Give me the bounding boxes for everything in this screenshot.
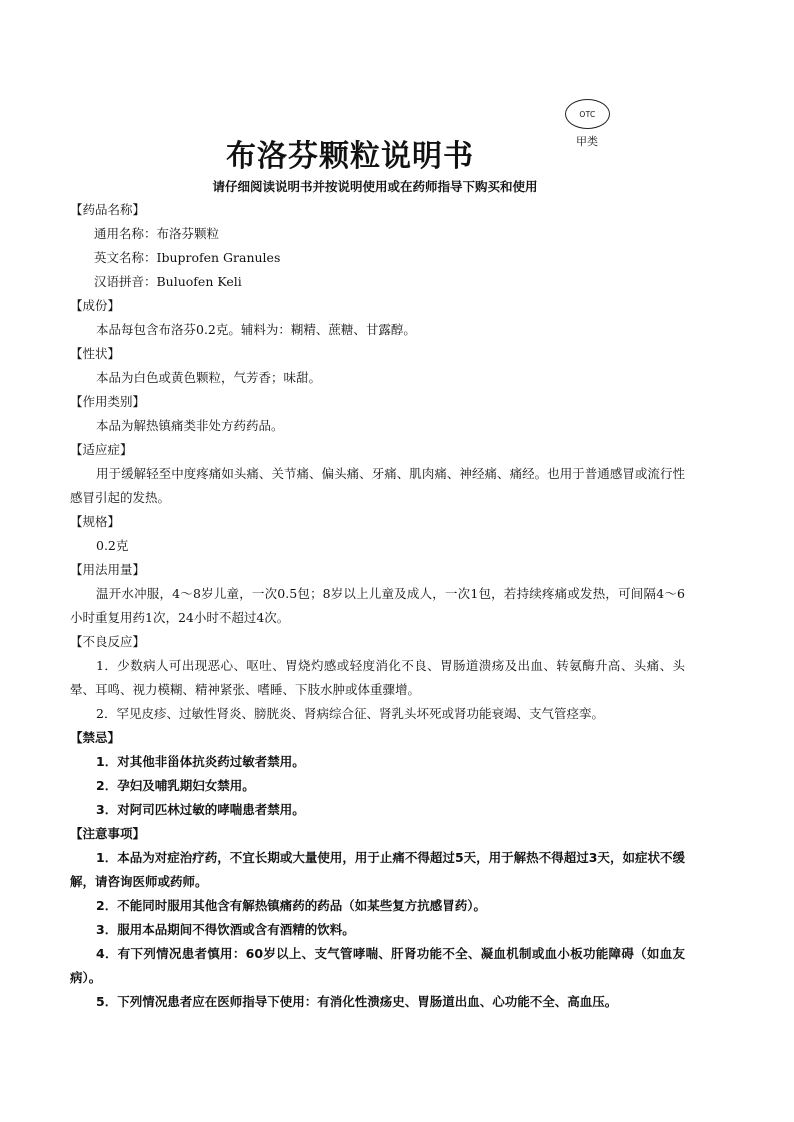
section-dosage [70,558,685,630]
section-composition [70,294,685,342]
english-name: 英文名称：Ibuprofen Granules [94,250,281,265]
section-heading: 【药品名称】 [70,202,146,217]
list-item: 1．本品为对症治疗药，不宜长期或大量使用，用于止痛不得超过5天，用于解热不得超过3天，如症状不缓解，请咨询医师或药师。 [70,850,685,889]
list-item: 2．不能同时服用其他含有解热镇痛药的药品（如某些复方抗感冒药）。 [96,898,486,913]
section-heading: 【用法用量】 [70,562,146,577]
section-text: 温开水冲服，4～8岁儿童，一次0.5包；8岁以上儿童及成人，一次1包，若持续疼痛或发热，可间隔4～6小时重复用药1次，24小时不超过4次。 [70,586,685,625]
section-heading: 【成份】 [70,298,121,313]
list-item: 4．有下列情况患者慎用：60岁以上、支气管哮喘、肝肾功能不全、凝血机制或血小板功能障碍（如血友病）。 [70,946,685,985]
section-spec [70,510,685,558]
list-item: 2．罕见皮疹、过敏性肾炎、膀胱炎、肾病综合征、肾乳头坏死或肾功能衰竭、支气管痉挛。 [96,706,604,721]
document-title: 布洛芬颗粒说明书 [226,139,474,174]
list-item: 5．下列情况患者应在医师指导下使用：有消化性溃疡史、胃肠道出血、心功能不全、高血压。 [96,994,618,1009]
section-text: 本品每包含布洛芬0.2克。辅料为：糊精、蔗糖、甘露醇。 [96,322,416,337]
list-item: 1．少数病人可出现恶心、呕吐、胃烧灼感或轻度消化不良、胃肠道溃疡及出血、转氨酶升高、头痛、头晕、耳鸣、视力模糊、精神紧张、嗜睡、下肢水肿或体重骤增。 [70,658,685,697]
section-indications [70,438,685,510]
pinyin-name: 汉语拼音：Buluofen Keli [94,274,242,289]
list-item: 1．对其他非甾体抗炎药过敏者禁用。 [96,754,305,769]
section-properties [70,342,685,390]
document-body [70,198,685,1014]
section-contraindications [70,726,685,822]
document-subtitle: 请仔细阅读说明书并按说明使用或在药师指导下购买和使用 [212,179,538,194]
section-text: 用于缓解轻至中度疼痛如头痛、关节痛、偏头痛、牙痛、肌肉痛、神经痛、痛经。也用于普通感冒或流行性感冒引起的发热。 [70,466,685,505]
section-heading: 【适应症】 [70,442,133,457]
section-precautions [70,822,685,1014]
section-drug-name [70,198,685,294]
section-heading: 【作用类别】 [70,394,146,409]
section-category [70,390,685,438]
section-heading: 【不良反应】 [70,634,146,649]
section-adverse-reactions [70,630,685,726]
otc-badge: OTC [565,99,610,129]
section-heading: 【性状】 [70,346,121,361]
section-heading: 【注意事项】 [70,826,146,841]
section-heading: 【禁忌】 [70,730,121,745]
section-text: 0.2克 [96,538,129,553]
list-item: 3．对阿司匹林过敏的哮喘患者禁用。 [96,802,305,817]
section-text: 本品为解热镇痛类非处方药药品。 [96,418,284,433]
section-heading: 【规格】 [70,514,121,529]
list-item: 2．孕妇及哺乳期妇女禁用。 [96,778,255,793]
section-text: 本品为白色或黄色颗粒，气芳香；味甜。 [96,370,322,385]
otc-class-label: 甲类 [576,135,598,148]
generic-name: 通用名称：布洛芬颗粒 [94,226,220,241]
list-item: 3．服用本品期间不得饮酒或含有酒精的饮料。 [96,922,355,937]
